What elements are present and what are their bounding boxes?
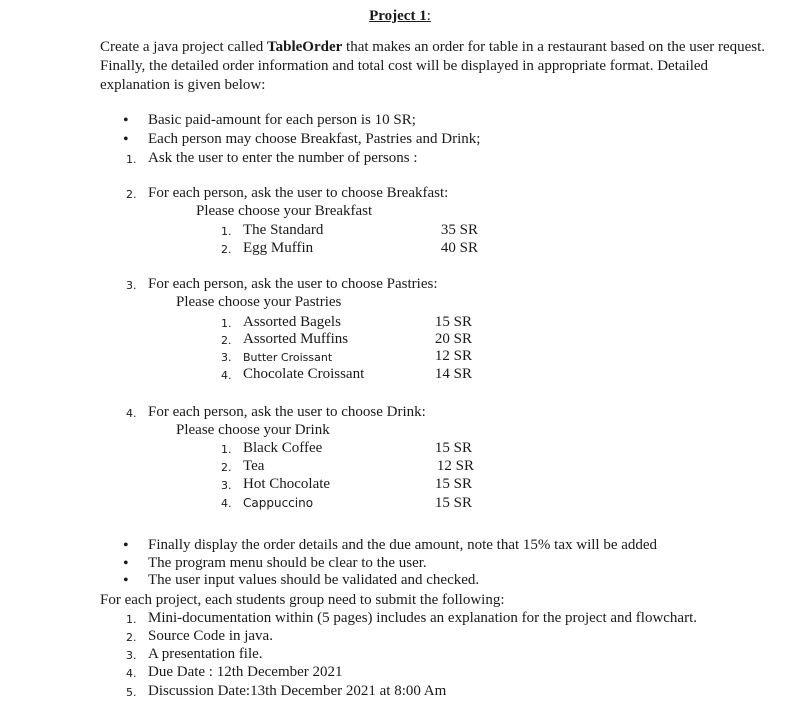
submission-item: 4. Due Date : 12th December 2021 — [126, 664, 343, 680]
bullet-item: • The user input values should be validated and checked. — [148, 572, 479, 589]
submission-item: 1. Mini-documentation within (5 pages) includes an explanation for the project and flowchart. — [126, 610, 698, 626]
drinks-heading: Please choose your Drink — [176, 422, 330, 438]
menu-item-pastry: 3. Butter Croissant — [221, 351, 333, 364]
bullet-item: • Finally display the order details and the due amount, note that 15% tax will be added — [148, 537, 657, 554]
submission-item: 5. Discussion Date:13th December 2021 at 8:00 Am — [126, 683, 447, 699]
project-name: TableOrder — [267, 39, 343, 55]
breakfast-heading: Please choose your Breakfast — [196, 203, 373, 219]
menu-price: 20 SR — [434, 331, 472, 347]
menu-item-drink: 2. Tea — [221, 458, 265, 474]
menu-price: 35 SR — [440, 222, 478, 238]
submission-item: 3. A presentation file. — [126, 646, 263, 662]
menu-item-drink: 3. Hot Chocolate — [221, 476, 331, 492]
menu-item-drink: 4. Cappuccino — [221, 496, 314, 510]
step-4: 4. For each person, ask the user to choose Drink: — [126, 404, 426, 420]
menu-price: 15 SR — [434, 440, 472, 456]
menu-item-drink: 1. Black Coffee — [221, 440, 323, 456]
menu-price: 15 SR — [434, 476, 472, 492]
pastries-heading: Please choose your Pastries — [176, 294, 342, 310]
menu-item-breakfast: 1. The Standard — [221, 222, 324, 238]
submission-item: 2. Source Code in java. — [126, 628, 273, 644]
menu-price: 14 SR — [434, 366, 472, 382]
intro-paragraph: Create a java project called TableOrder that makes an order for table in a restaurant based on the user request. Finally, the detailed order information and total cost will be displayed in appropriate format. Detailed explanation is given below: — [100, 39, 766, 93]
bullet-item: • Basic paid-amount for each person is 10 SR; — [148, 112, 416, 129]
menu-price: 15 SR — [434, 495, 472, 511]
step-2: 2. For each person, ask the user to choose Breakfast: — [126, 185, 449, 201]
menu-price: 12 SR — [436, 458, 474, 474]
menu-item-breakfast: 2. Egg Muffin — [221, 240, 314, 256]
bullet-item: • Each person may choose Breakfast, Pastries and Drink; — [148, 131, 480, 148]
menu-item-pastry: 1. Assorted Bagels — [221, 314, 341, 330]
submission-heading: For each project, each students group need to submit the following: — [100, 592, 505, 608]
step-1: 1. Ask the user to enter the number of persons : — [126, 150, 418, 166]
menu-item-pastry: 2. Assorted Muffins — [221, 331, 349, 347]
menu-price: 15 SR — [434, 314, 472, 330]
menu-price: 40 SR — [440, 240, 478, 256]
menu-item-pastry: 4. Chocolate Croissant — [221, 366, 365, 382]
step-3: 3. For each person, ask the user to choose Pastries: — [126, 276, 438, 292]
bullet-item: • The program menu should be clear to the user. — [148, 555, 427, 572]
menu-price: 12 SR — [434, 348, 472, 364]
page-title: Project 1: — [369, 8, 431, 24]
